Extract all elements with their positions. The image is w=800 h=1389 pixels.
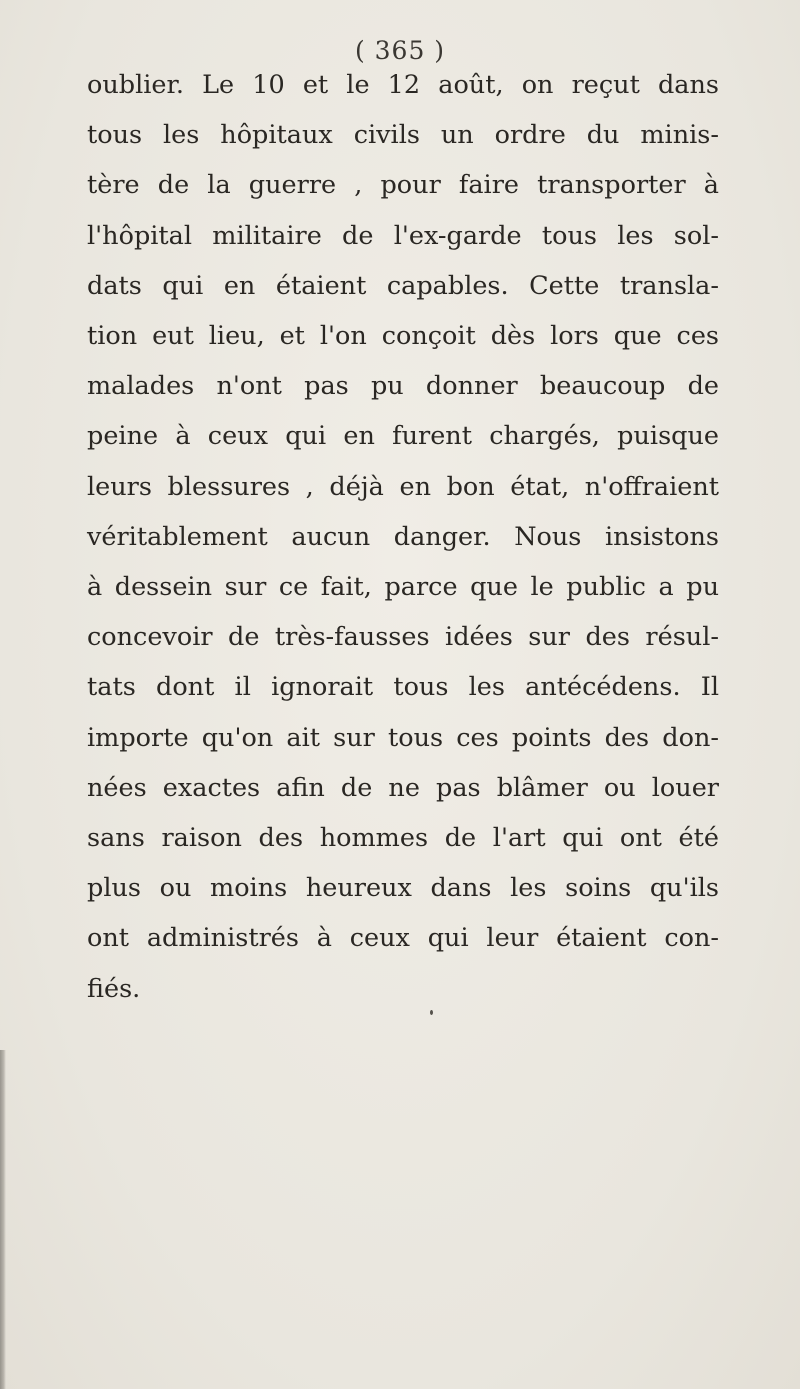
text-line: tats dont il ignorait tous les antécédens. Il	[87, 672, 719, 703]
text-line: tion eut lieu, et l'on conçoit dès lors que ces	[87, 321, 719, 352]
text-line: dats qui en étaient capables. Cette transla-	[87, 270, 719, 301]
text-line-last: fiés.	[87, 973, 141, 1004]
text-line: malades n'ont pas pu donner beaucoup de	[87, 371, 719, 402]
page-number: ( 365 )	[354, 36, 446, 65]
text-line: tous les hôpitaux civils un ordre du minis-	[87, 120, 719, 151]
text-line: concevoir de très-fausses idées sur des résul-	[87, 622, 719, 653]
binding-edge-shadow	[0, 1050, 6, 1389]
text-line: plus ou moins heureux dans les soins qu'ils	[87, 873, 719, 904]
ink-speck	[430, 1010, 433, 1015]
text-line: leurs blessures , déjà en bon état, n'offraient	[87, 471, 719, 502]
text-line: à dessein sur ce fait, parce que le public a pu	[87, 572, 719, 603]
text-line: l'hôpital militaire de l'ex-garde tous les sol-	[87, 220, 719, 251]
text-line: sans raison des hommes de l'art qui ont été	[87, 823, 719, 854]
text-line: ont administrés à ceux qui leur étaient con-	[87, 923, 719, 954]
text-line: tère de la guerre , pour faire transporter à	[87, 170, 719, 201]
text-line: peine à ceux qui en furent chargés, puisque	[87, 421, 719, 452]
text-line: nées exactes afin de ne pas blâmer ou louer	[87, 772, 719, 803]
text-line: importe qu'on ait sur tous ces points des don-	[87, 722, 719, 753]
text-line: véritablement aucun danger. Nous insistons	[87, 521, 719, 552]
body-paragraph	[87, 60, 719, 1014]
text-line: oublier. Le 10 et le 12 août, on reçut dans	[87, 70, 719, 100]
